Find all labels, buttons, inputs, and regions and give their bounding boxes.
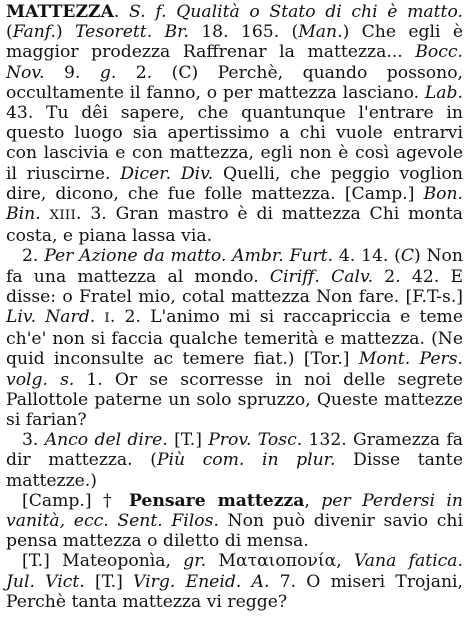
- text-run: 18. 165. (: [188, 22, 299, 43]
- text-run: 3.: [22, 430, 45, 451]
- text-run: Vana fatica. Jul. Vict.: [6, 551, 463, 592]
- text-run: Quelli, che peggio voglion dire, dicono, che fue folle mattezza. [Camp.]: [6, 163, 463, 204]
- text-run: Non può divenir savio chi pensa mattezza o diletto di mensa.: [6, 511, 463, 552]
- text-run: Bon. Bin.: [6, 183, 463, 225]
- text-run: . 2. L'animo mi si raccapriccia e teme ch'e' non si faccia qualche temerità e mattezza. (Ne quid inconsulte ac temere fiat.) [Tor.]: [6, 307, 463, 370]
- text-run: 132. Gramezza fa dir mattezza. (: [6, 430, 463, 471]
- text-run: 4. 14. (: [333, 246, 401, 267]
- text-run: ) Non fa una mattezza al mondo.: [6, 246, 463, 287]
- entry-phrase-pensare-mattezza: [6, 491, 463, 552]
- text-run: Ciriff. Calv.: [269, 266, 374, 287]
- text-run: Bocc. Nov.: [6, 42, 463, 83]
- text-run: .: [113, 2, 130, 22]
- text-run: 9.: [44, 62, 100, 83]
- text-run: [Camp.] †: [22, 490, 129, 511]
- text-run: g.: [99, 62, 117, 83]
- text-run: I: [104, 311, 110, 327]
- text-run: ,: [304, 490, 322, 511]
- text-run: 2. (C) Perchè, quando possono, occultamente il fanno, o per mattezza lasciano.: [6, 62, 464, 103]
- text-run: Liv. Nard.: [6, 307, 96, 328]
- text-run: per Perdersi in vanità, ecc. Sent. Filos.: [6, 490, 463, 532]
- text-run: Virg. Eneid. A.: [133, 571, 270, 592]
- text-run: MATTEZZA: [6, 2, 114, 22]
- text-run: 2.: [22, 246, 45, 267]
- text-run: gr.: [183, 551, 207, 572]
- text-run: [T.] Mateoponìa,: [22, 551, 184, 572]
- text-run: [41, 204, 50, 224]
- text-run: 43. Tu dêi sapere, che quantunque l'entrare in questo luogo sia apertissimo a chi vuole entrarvi con lascivia e con mattezza, egli non è così agevole il riuscirne.: [6, 103, 463, 184]
- text-run: Per Azione da matto. Ambr. Furt.: [44, 246, 334, 267]
- text-run: Fanf.: [12, 22, 57, 43]
- entry-sense-2: [6, 246, 463, 430]
- text-run: Prov. Tosc.: [208, 430, 303, 451]
- text-run: Man.: [298, 22, 343, 43]
- text-run: ): [56, 22, 76, 43]
- text-run: (: [6, 22, 13, 43]
- text-run: 7. O miseri Trojani, Perchè tanta mattezza vi regge?: [6, 571, 463, 612]
- text-run: Dicer. Div.: [120, 163, 214, 184]
- text-run: [T.]: [167, 430, 209, 451]
- text-run: 1. Or se scorresse in noi delle segrete Pallottole paterne un solo spruzzo, Queste mattezze si farian?: [6, 369, 463, 431]
- text-run: Lab.: [424, 82, 463, 103]
- text-run: [95, 307, 104, 327]
- text-run: Pensare mattezza: [128, 490, 305, 511]
- text-run: Disse tante mattezze.): [6, 450, 464, 491]
- text-run: Tesorett. Br.: [75, 22, 189, 43]
- text-run: 2. 42. E disse: o Fratel mio, cotal mattezza Non fare. [F.T-s.]: [6, 266, 463, 307]
- entry-related-mateoponia: [6, 551, 463, 612]
- text-run: C: [400, 246, 415, 267]
- text-run: [T.]: [84, 571, 134, 592]
- text-run: XIII: [49, 208, 77, 224]
- entry-sense-3: [6, 430, 463, 491]
- text-run: . 3. Gran mastro è di mattezza Chi monta costa, e piana lassa via.: [6, 204, 463, 247]
- text-run: Più com. in plur.: [156, 450, 336, 471]
- entry-definition-main: [6, 2, 463, 246]
- text-run: ) Che egli è maggior prodezza Raffrenar la mattezza...: [6, 22, 463, 63]
- text-run: S. f. Qualità o Stato di chi è matto.: [129, 2, 463, 22]
- text-run: Ματαιοπονία,: [206, 551, 354, 572]
- text-run: Mont. Pers. volg. s.: [6, 349, 463, 390]
- text-run: Anco del dire.: [44, 430, 168, 451]
